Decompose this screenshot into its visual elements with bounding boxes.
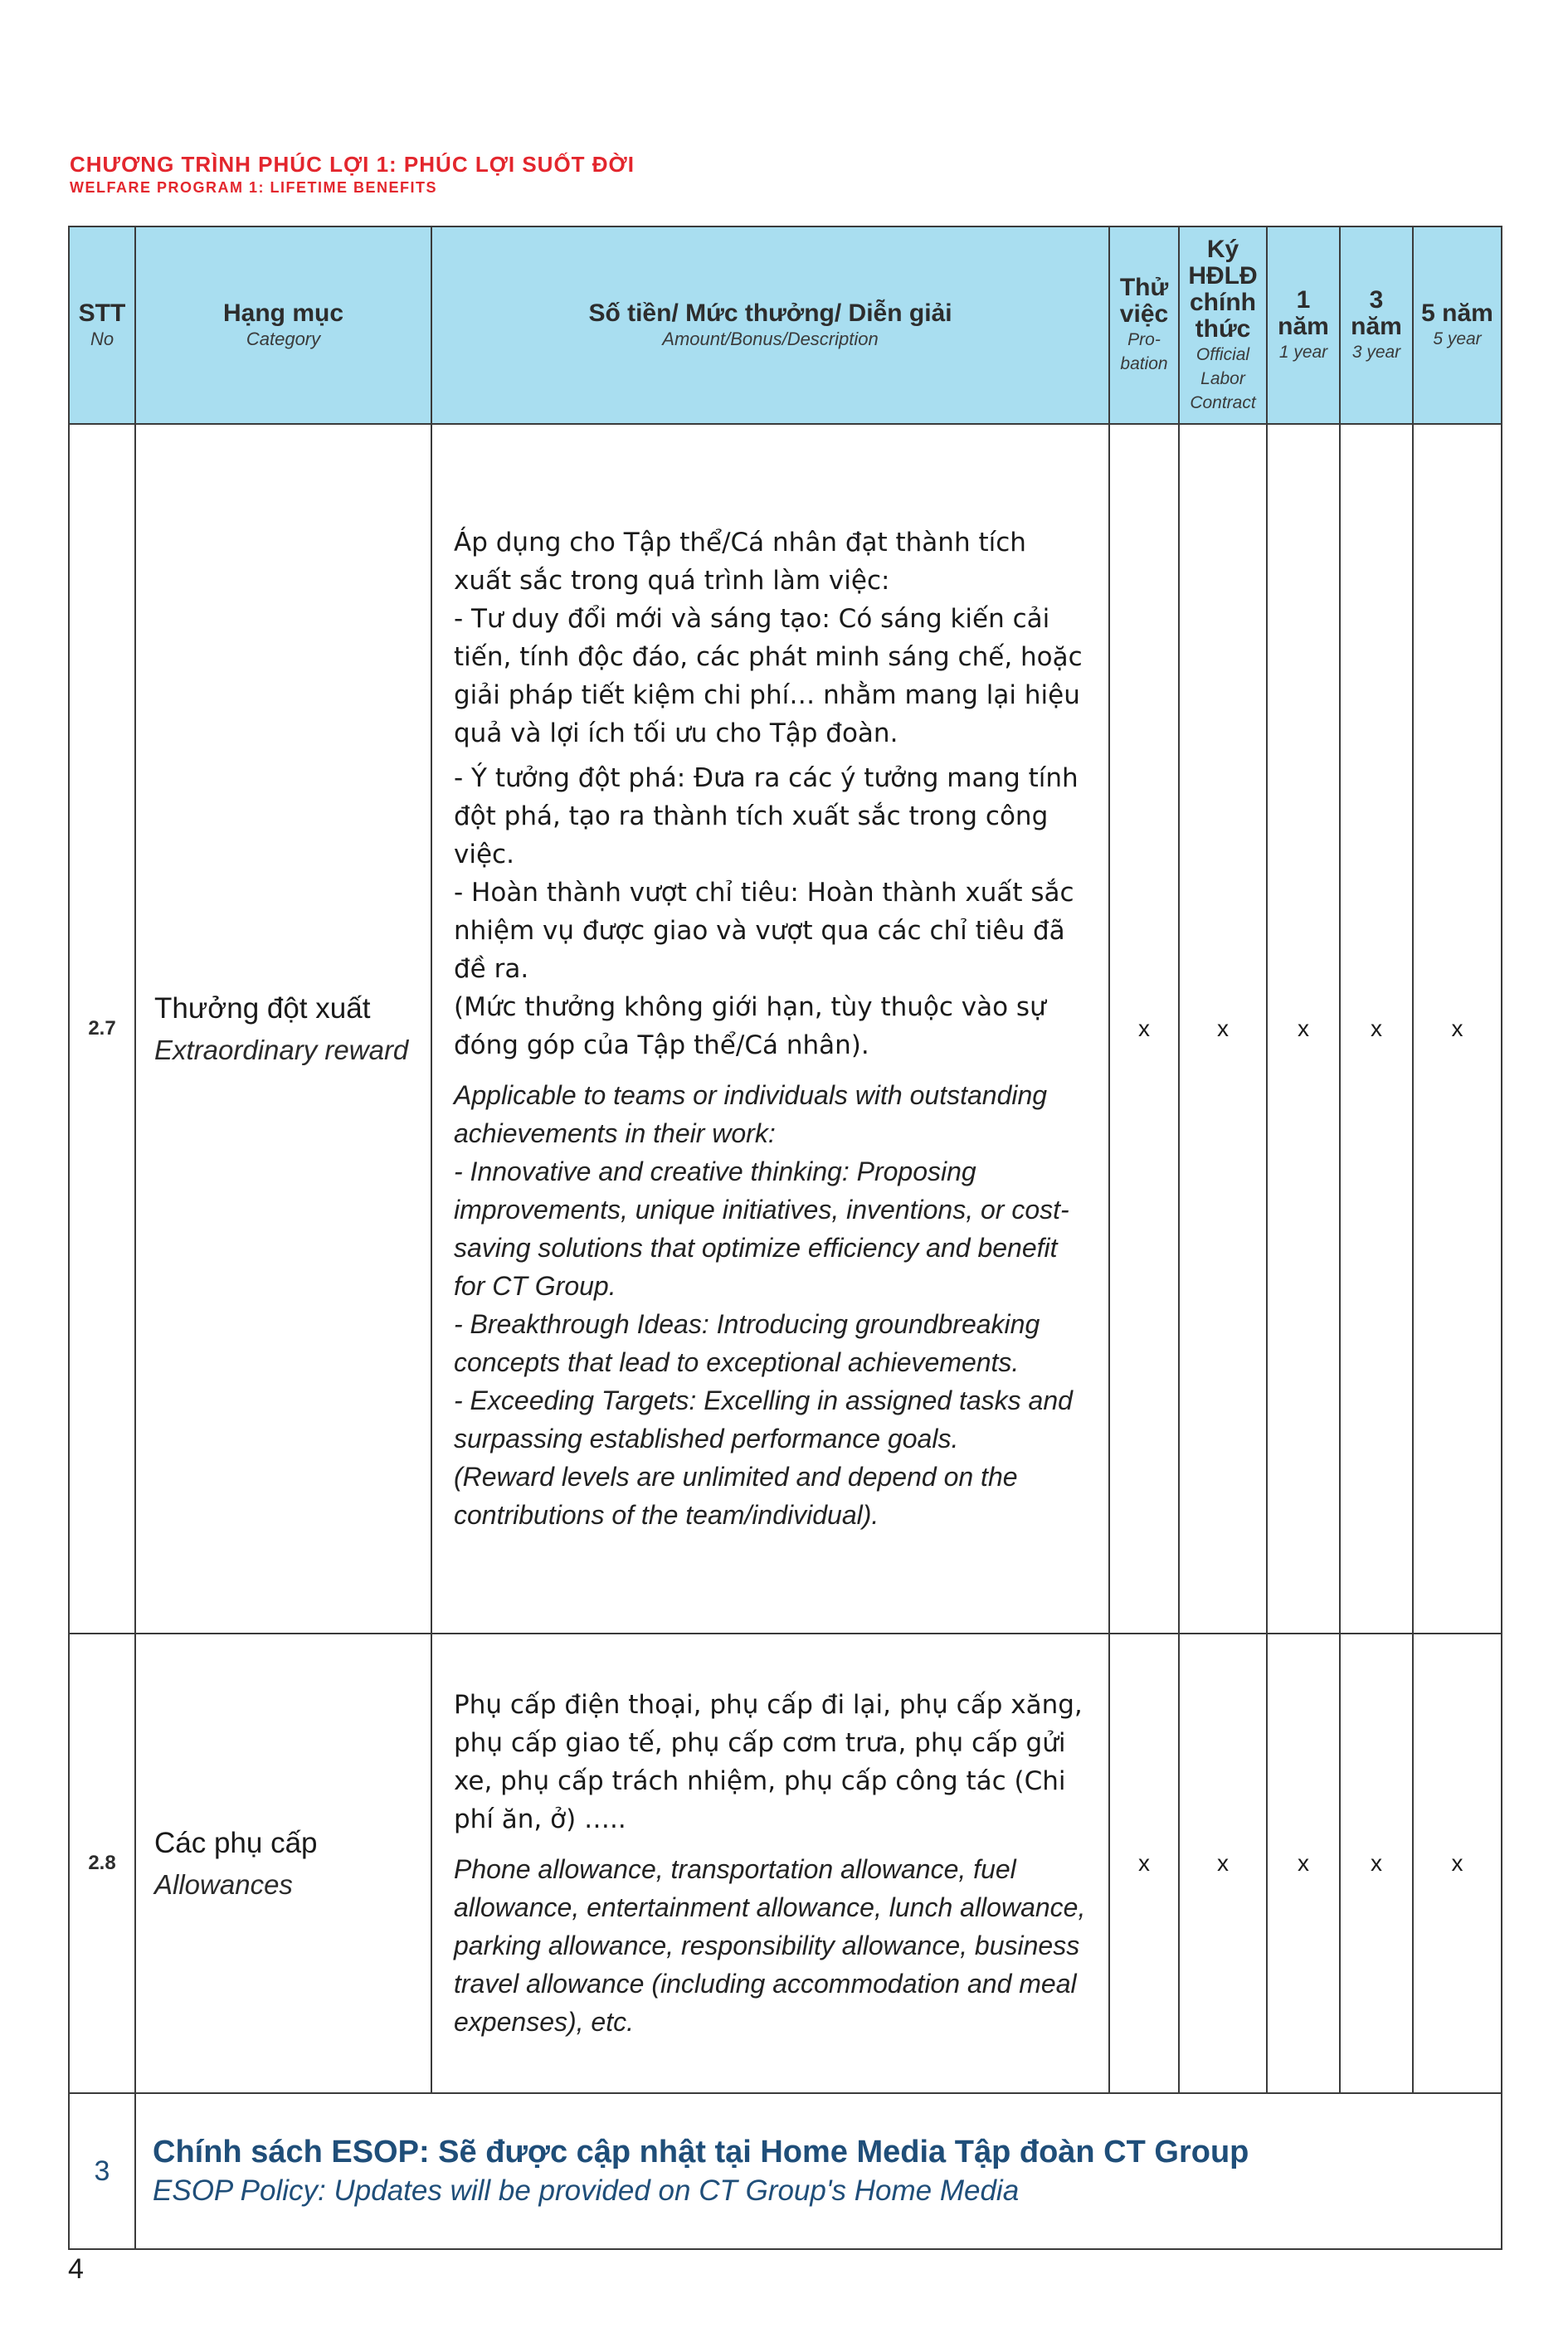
category-en: Extraordinary reward [154, 1035, 409, 1065]
heading-vietnamese: CHƯƠNG TRÌNH PHÚC LỢI 1: PHÚC LỢI SUỐT ĐỜI [70, 152, 635, 177]
description-cell [431, 1634, 1109, 2093]
mark-5-year: x [1413, 424, 1502, 1634]
header-1-year-vi: 1 năm [1278, 285, 1329, 340]
description-vi-line: - Hoàn thành vượt chỉ tiêu: Hoàn thành xuất sắc nhiệm vụ được giao và vượt qua các chỉ tiêu đã đề ra. [454, 878, 1074, 984]
esop-number: 3 [69, 2093, 135, 2249]
header-5-year-en: 5 year [1433, 329, 1482, 348]
header-row [69, 226, 1502, 424]
category-vi: Thưởng đột xuất [154, 992, 371, 1025]
header-5-year [1413, 226, 1502, 424]
header-description-en: Amount/Bonus/Description [662, 329, 879, 349]
category-cell [135, 1634, 431, 2093]
header-5-year-vi: 5 năm [1421, 299, 1493, 327]
mark-official: x [1179, 424, 1267, 1634]
description-vi [454, 523, 1087, 1064]
category-vi: Các phụ cấp [154, 1827, 318, 1859]
header-description-vi: Số tiền/ Mức thưởng/ Diễn giải [588, 299, 952, 327]
description-en [454, 1076, 1087, 1534]
row-number: 2.7 [69, 424, 135, 1634]
header-1-year [1267, 226, 1340, 424]
description-en-line: (Reward levels are unlimited and depend on the contributions of the team/individual). [454, 1462, 1018, 1530]
header-no-en: No [90, 329, 114, 349]
header-3-year [1340, 226, 1413, 424]
mark-official: x [1179, 1634, 1267, 2093]
mark-probation: x [1109, 424, 1179, 1634]
heading-english: WELFARE PROGRAM 1: LIFETIME BENEFITS [70, 179, 438, 196]
mark-probation: x [1109, 1634, 1179, 2093]
header-probation [1109, 226, 1179, 424]
table-row [69, 424, 1502, 1634]
description-en-line: - Exceeding Targets: Excelling in assigned tasks and surpassing established performance goals. [454, 1385, 1073, 1454]
header-official-en: Official Labor Contract [1190, 344, 1256, 412]
header-3-year-vi: 3 năm [1351, 285, 1402, 340]
description-en-line: Applicable to teams or individuals with outstanding achievements in their work: [454, 1080, 1048, 1148]
description-vi [454, 1686, 1087, 1838]
esop-vi: Chính sách ESOP: Sẽ được cập nhật tại Home Media Tập đoàn CT Group [153, 2135, 1249, 2169]
header-category-en: Category [246, 329, 321, 349]
category-en: Allowances [154, 1869, 293, 1900]
header-description [431, 226, 1109, 424]
benefits-table [68, 226, 1502, 2250]
description-cell [431, 424, 1109, 1634]
mark-1-year: x [1267, 1634, 1340, 2093]
mark-3-year: x [1340, 424, 1413, 1634]
description-en-line: - Breakthrough Ideas: Introducing groundbreaking concepts that lead to exceptional achievements. [454, 1309, 1040, 1377]
mark-3-year: x [1340, 1634, 1413, 2093]
page-number: 4 [68, 2253, 84, 2285]
header-official-contract [1179, 226, 1267, 424]
header-probation-en: Pro-bation [1120, 330, 1168, 373]
header-category [135, 226, 431, 424]
mark-5-year: x [1413, 1634, 1502, 2093]
description-vi-line: - Tư duy đổi mới và sáng tạo: Có sáng kiến cải tiến, tính độc đáo, các phát minh sáng chế, hoặc giải pháp tiết kiệm chi phí… nhằm mang lại hiệu quả và lợi ích tối ưu cho Tập đoàn. [454, 604, 1083, 748]
description-vi-line: - Ý tưởng đột phá: Đưa ra các ý tưởng mang tính đột phá, tạo ra thành tích xuất sắc trong công việc. [454, 763, 1079, 869]
header-official-vi: Ký HĐLĐ chính thức [1188, 235, 1258, 343]
section-heading [70, 151, 635, 197]
description-vi-line: Áp dụng cho Tập thể/Cá nhân đạt thành tích xuất sắc trong quá trình làm việc: [454, 528, 1026, 596]
description-en-line: Phone allowance, transportation allowance, fuel allowance, entertainment allowance, lunch allowance, parking allowance, responsibility allowance, business travel allowance (including accommodation and meal expenses), etc. [454, 1854, 1086, 2037]
header-no-vi: STT [78, 299, 126, 327]
header-3-year-en: 3 year [1351, 342, 1401, 362]
esop-cell [135, 2093, 1502, 2249]
description-vi-line: (Mức thưởng không giới hạn, tùy thuộc vào sự đóng góp của Tập thể/Cá nhân). [454, 992, 1046, 1060]
description-en-line: - Innovative and creative thinking: Proposing improvements, unique initiatives, inventions, or cost-saving solutions that optimize efficiency and benefit for CT Group. [454, 1157, 1069, 1301]
description-en [454, 1850, 1087, 2041]
esop-row [69, 2093, 1502, 2249]
description-vi-line: Phụ cấp điện thoại, phụ cấp đi lại, phụ cấp xăng, phụ cấp giao tế, phụ cấp cơm trưa, phụ cấp gửi xe, phụ cấp trách nhiệm, phụ cấp công tác (Chi phí ăn, ở) ….. [454, 1690, 1083, 1834]
header-1-year-en: 1 year [1278, 342, 1328, 362]
row-number: 2.8 [69, 1634, 135, 2093]
category-cell [135, 424, 431, 1634]
mark-1-year: x [1267, 424, 1340, 1634]
esop-en: ESOP Policy: Updates will be provided on CT Group's Home Media [153, 2174, 1020, 2207]
header-category-vi: Hạng mục [222, 299, 344, 327]
table-row [69, 1634, 1502, 2093]
header-probation-vi: Thử việc [1119, 274, 1169, 328]
header-no [69, 226, 135, 424]
